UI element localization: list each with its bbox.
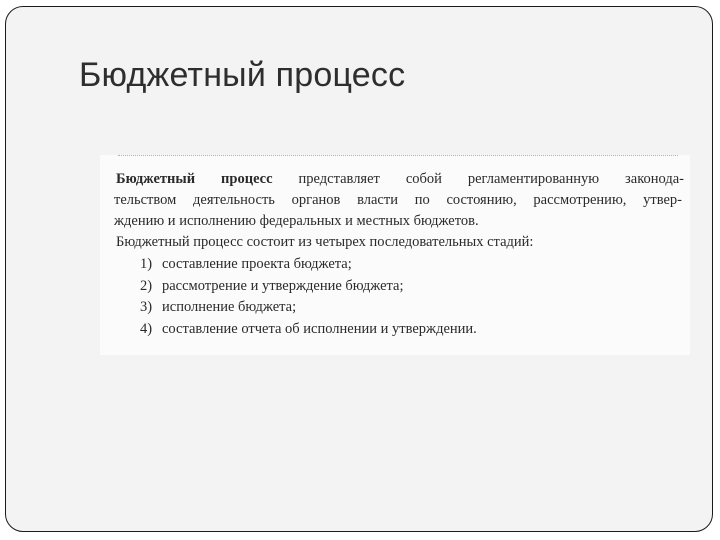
list-number: 4) bbox=[140, 320, 153, 337]
list-text: исполнение бюджета; bbox=[162, 299, 297, 315]
list-item bbox=[140, 254, 477, 276]
stages-list bbox=[140, 254, 477, 340]
paragraph-2: Бюджетный процесс состоит из четырех последовательных стадий: bbox=[116, 234, 534, 250]
list-text: составление проекта бюджета; bbox=[162, 256, 352, 272]
paragraph-1-line-1-text: представляет собой регламентированную законода- bbox=[272, 171, 685, 187]
bold-term: Бюджетный процесс bbox=[116, 171, 273, 187]
cropped-line-remnant bbox=[118, 155, 678, 162]
list-number: 1) bbox=[140, 256, 153, 272]
list-text: рассмотрение и утверждение бюджета; bbox=[162, 277, 404, 294]
paragraph-1-line-1 bbox=[116, 169, 684, 190]
list-item bbox=[140, 319, 477, 341]
paragraph-1-line-3: ждению и исполнению федеральных и местных бюджетов. bbox=[114, 213, 479, 229]
paragraph-1-line-2: тельством деятельность органов власти по состоянию, рассмотрению, утвер- bbox=[114, 192, 682, 208]
list-number: 3) bbox=[140, 299, 153, 315]
list-number: 2) bbox=[140, 277, 153, 294]
list-item bbox=[140, 297, 477, 319]
list-item bbox=[140, 276, 477, 298]
slide-title: Бюджетный процесс bbox=[79, 56, 406, 94]
list-text: составление отчета об исполнении и утверждении. bbox=[162, 320, 477, 337]
scanned-text-excerpt bbox=[100, 155, 690, 355]
